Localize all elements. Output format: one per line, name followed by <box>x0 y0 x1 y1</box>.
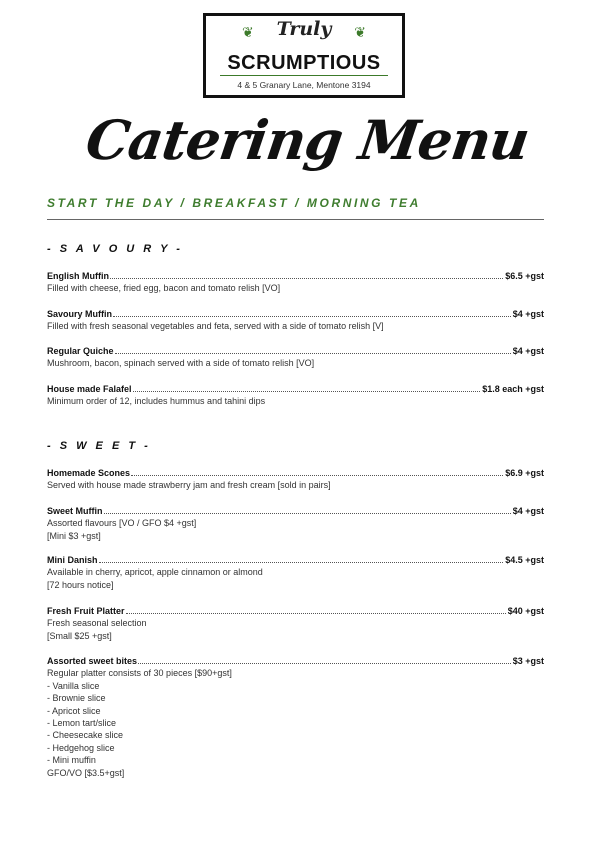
dot-leader <box>113 315 511 317</box>
menu-item <box>47 554 544 591</box>
menu-item-description: - Apricot slice <box>47 705 101 716</box>
menu-item-header <box>47 655 544 667</box>
menu-item <box>47 345 544 370</box>
menu-item <box>47 270 544 295</box>
dot-leader <box>110 277 503 279</box>
menu-item-description: [Small $25 +gst] <box>47 630 112 641</box>
menu-item-header <box>47 505 544 517</box>
menu-item-price: $4 +gst <box>512 506 544 516</box>
menu-item-price: $4.5 +gst <box>505 555 544 565</box>
menu-item-description: - Hedgehog slice <box>47 742 115 753</box>
menu-item-price: $4 +gst <box>512 309 544 319</box>
menu-item <box>47 605 544 642</box>
brand-address: 4 & 5 Granary Lane, Mentone 3194 <box>237 80 371 90</box>
page-title: Catering Menu <box>82 108 533 172</box>
menu-item-description: Served with house made strawberry jam and fresh cream [sold in pairs] <box>47 480 331 491</box>
menu-item-price: $40 +gst <box>507 606 544 616</box>
dot-leader <box>126 612 506 614</box>
category-savoury: - S A V O U R Y - <box>47 243 183 255</box>
menu-item-description: - Lemon tart/slice <box>47 718 117 729</box>
menu-item <box>47 383 544 408</box>
dot-leader <box>104 512 511 514</box>
menu-item-description: Mushroom, bacon, spinach served with a side of tomato relish [VO] <box>47 358 315 369</box>
menu-item-description: Fresh seasonal selection <box>47 618 147 629</box>
menu-item-description: - Vanilla slice <box>47 680 100 691</box>
dot-leader <box>133 390 481 392</box>
menu-item-description: Assorted flavours [VO / GFO $4 +gst] <box>47 518 197 529</box>
brand-name: SCRUMPTIOUS <box>227 52 381 74</box>
menu-item-header <box>47 467 544 479</box>
menu-item-header <box>47 308 544 320</box>
menu-item-name: Mini Danish <box>47 555 98 565</box>
dot-leader <box>99 561 504 563</box>
menu-item-price: $3 +gst <box>512 656 544 666</box>
menu-item-description: Minimum order of 12, includes hummus and tahini dips <box>47 396 266 407</box>
menu-item <box>47 505 544 542</box>
section-heading: START THE DAY / BREAKFAST / MORNING TEA <box>47 196 421 210</box>
menu-item-name: Savoury Muffin <box>47 309 113 319</box>
menu-item-name: Fresh Fruit Platter <box>47 606 125 616</box>
menu-item-name: English Muffin <box>47 271 109 281</box>
menu-item-name: Regular Quiche <box>47 346 114 356</box>
menu-item-description: Filled with fresh seasonal vegetables and feta, served with a side of tomato relish [V] <box>47 321 384 332</box>
menu-item-name: House made Falafel <box>47 384 132 394</box>
leaf-right-icon: ❦ <box>354 24 366 40</box>
menu-item-description: - Cheesecake slice <box>47 730 124 741</box>
dot-leader <box>115 352 511 354</box>
menu-item-header <box>47 383 544 395</box>
menu-item-header <box>47 345 544 357</box>
section-divider <box>47 219 544 220</box>
brand-script: Truly <box>276 18 332 40</box>
leaf-left-icon: ❦ <box>242 24 254 40</box>
menu-item <box>47 655 544 779</box>
menu-item <box>47 308 544 333</box>
menu-item-price: $6.5 +gst <box>505 271 544 281</box>
dot-leader <box>138 662 511 664</box>
menu-item-header <box>47 270 544 282</box>
menu-item-name: Assorted sweet bites <box>47 656 138 666</box>
menu-item-name: Homemade Scones <box>47 468 131 478</box>
brand-divider <box>220 75 388 76</box>
menu-item-name: Sweet Muffin <box>47 506 103 516</box>
menu-item-description: Regular platter consists of 30 pieces [$90+gst] <box>47 668 232 679</box>
menu-item-description: [72 hours notice] <box>47 579 114 590</box>
menu-item-price: $4 +gst <box>512 346 544 356</box>
menu-item-description: Filled with cheese, fried egg, bacon and tomato relish [VO] <box>47 283 281 294</box>
menu-item-description: - Mini muffin <box>47 755 96 766</box>
menu-item-description: GFO/VO [$3.5+gst] <box>47 767 125 778</box>
menu-item-header <box>47 605 544 617</box>
menu-item-description: Available in cherry, apricot, apple cinnamon or almond <box>47 567 263 578</box>
category-sweet: - S W E E T - <box>47 440 151 452</box>
menu-item-header <box>47 554 544 566</box>
dot-leader <box>131 474 503 476</box>
menu-item-description: [Mini $3 +gst] <box>47 530 101 541</box>
menu-item <box>47 467 544 492</box>
brand-logo <box>203 13 405 98</box>
menu-item-description: - Brownie slice <box>47 693 106 704</box>
menu-item-price: $6.9 +gst <box>505 468 544 478</box>
menu-item-price: $1.8 each +gst <box>482 384 544 394</box>
